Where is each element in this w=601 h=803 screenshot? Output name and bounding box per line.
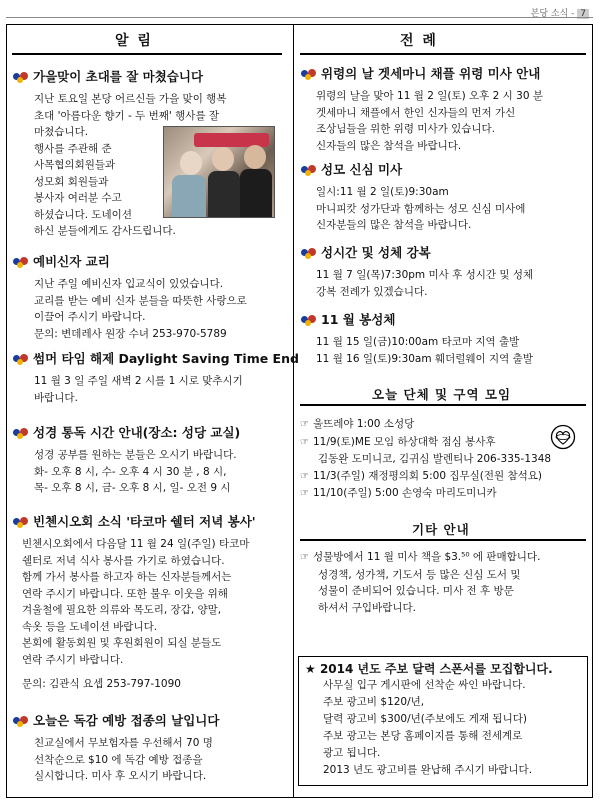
text-line: 목- 오후 8 시, 금- 오후 8 시, 일- 오전 9 시 [34,482,231,494]
text-line: 사목협의회원들과 [34,159,116,171]
text-line: 바랍니다. [34,391,78,404]
text-line: 봉사자 여러분 수고 [34,192,122,204]
text-line: 위령의 날을 맞아 11 월 2 일(토) 오후 2 시 30 분 [316,90,543,102]
text-line: 하셔서 구입바랍니다. [318,601,416,614]
group-item: ☞ 11/9(토)ME 모임 하상대학 점심 봉사후 [300,435,496,448]
group-item: 김동완 도미니코, 김귀심 발렌티나 206-335-1348 [318,453,552,465]
text-line: 광고 됩니다. [323,747,381,759]
event-photo [163,126,275,218]
left-title-rule [12,53,282,55]
text-line: 화- 오후 8 시, 수- 오후 4 시 30 분 , 8 시, [34,465,227,478]
text-line: 11 월 15 일(금)10:00am 타코마 지역 출발 [316,336,520,348]
text-line: 하셨습니다. 도네이션 [34,208,132,221]
text-line: 행사를 주관해 준 [34,142,112,155]
group-item: ☞ 울뜨레야 1:00 소성당 [300,418,415,430]
text-line: 연락 주시기 바랍니다. 또한 불우 이웃을 위해 [22,587,228,600]
section-all-souls-mass [300,66,543,154]
text-line: 성물이 준비되어 있습니다. 미사 전 후 방문 [318,585,514,597]
section-title: 예비신자 교리 [33,254,110,269]
section-title: 성모 신심 미사 [321,162,403,177]
other-notices [300,549,540,616]
text-line: 성경책, 성가책, 기도서 등 많은 신심 도서 및 [318,568,521,581]
text-line: 마니피캇 성가단과 함께하는 성모 신심 미사에 [316,202,526,215]
bullet-icon [12,256,30,268]
pointing-hand-icon: ☞ [300,470,309,482]
left-column-title: 알 림 [115,33,153,49]
spacer [22,668,256,676]
bullet-icon [12,427,30,439]
text-line: 문의: 김관식 요셉 253-797-1090 [22,678,181,690]
text-line: 교리를 받는 예비 신자 분들을 따뜻한 사랑으로 [34,294,247,307]
text-line: 2013 년도 광고비를 완납해 주시기 바랍니다. [323,764,533,776]
text-line: 주보 광고는 본당 홈페이지를 통해 전세계로 [323,730,523,742]
pointing-hand-icon: ☞ [300,436,309,448]
groups-rule [300,404,586,406]
column-divider [293,24,294,798]
bullet-icon [300,314,318,326]
text-line: 겨울철에 필요한 의류와 목도리, 장갑, 양말, [22,604,222,616]
section-title: 오늘은 독감 예방 접종의 날입니다 [33,713,220,728]
star-icon: ★ [305,662,316,676]
section-flu-shot [12,713,219,785]
other-title: 기타 안내 [412,522,470,537]
section-title: 성경 통독 시간 안내(장소: 성당 교실) [33,425,241,440]
text-line: 11 월 7 일(목)7:30pm 미사 후 성시간 및 성체 [316,269,534,281]
text-line: 11 월 3 일 주일 새벽 2 시를 1 시로 맞추시기 [34,375,243,387]
pointing-hand-icon: ☞ [300,552,309,563]
right-column-title: 전 례 [400,33,438,49]
text-line: 일시:11 월 2 일(토)9:30am [316,186,449,198]
text-line: 신자분들의 많은 참석을 바랍니다. [316,219,472,231]
text-line: 지난 주일 예비신자 입교식이 있었습니다. [34,278,224,290]
section-vincent [12,514,256,693]
pointing-hand-icon: ☞ [300,488,309,499]
section-daylight-saving [12,351,299,406]
bullet-icon [300,68,318,80]
sponsor-title: 2014 년도 주보 달력 스폰서를 모집합니다. [319,662,553,676]
text-line: 친교실에서 무보험자를 우선해서 70 명 [34,737,213,749]
bullet-icon [300,247,318,259]
text-line: 주보 광고비 $120/년, [323,696,425,708]
text-line: 마쳤습니다. [34,126,89,138]
text-line: 초대 '아름다운 향기 - 두 번째' 행사를 잘 [34,109,220,122]
bullet-icon [12,715,30,727]
section-catechumen [12,254,247,342]
groups-list [300,416,551,503]
section-title: 위령의 날 겟세마니 채플 위령 미사 안내 [321,66,541,81]
section-marian-mass [300,162,525,234]
text-line: 실시합니다. 미사 후 오시기 바랍니다. [34,770,207,782]
text-line: 빈첸시오회에서 다음달 11 월 24 일(주일) 타코마 [22,538,250,550]
text-line: 하신 분들에게도 감사드립니다. [34,225,176,237]
section-title: 11 월 봉성체 [321,312,396,327]
text-line: 속옷 등을 도네이션 바랍니다. [22,620,158,633]
text-line: 강복 전례가 있겠습니다. [316,285,428,298]
other-rule [300,539,586,541]
page-number: 7 [577,9,589,19]
text-line: 조상님들을 위한 위령 미사가 있습니다. [316,123,495,135]
text-line: 함께 가서 봉사를 하고자 하는 신자분들께서는 [22,571,232,583]
section-holy-hour [300,245,533,300]
text-line: ☞ 성물방에서 11 월 미사 책을 $3.⁵⁰ 에 판매합니다. [300,551,541,563]
section-title: 성시간 및 성체 강복 [321,245,431,260]
pointing-hand-icon: ☞ [300,419,309,430]
groups-title: 오늘 단체 및 구역 모임 [372,387,512,402]
section-title: 가을맞이 초대를 잘 마쳤습니다 [33,69,204,84]
page-label: 본당 소식 - 7 [531,6,589,19]
text-line: 신자들의 많은 참석을 바랍니다. [316,139,462,152]
section-bible-reading [12,425,240,497]
sponsor-notice-box [298,656,588,786]
text-line: 연락 주시기 바랍니다. [22,653,124,666]
text-line: 11 월 16 일(토)9:30am 훼더럴웨이 지역 출발 [316,352,533,365]
section-home-communion [300,312,533,367]
text-line: 달력 광고비 $300/년(주보에도 게재 됩니다) [323,713,527,725]
text-line: 선착순으로 $10 에 독감 예방 접종을 [34,753,203,766]
text-line: 성경 공부를 원하는 분들은 오시기 바랍니다. [34,449,237,461]
bullet-icon [12,71,30,83]
text-line: 쉘터로 저녁 식사 봉사를 가기로 하였습니다. [22,554,225,567]
text-line: 본회에 활동회원 및 후원회원이 되실 분들도 [22,637,222,649]
section-title: 썸머 타임 해제 Daylight Saving Time End [33,351,299,366]
right-title-rule [300,53,586,55]
group-item: ☞ 11/10(주일) 5:00 손영숙 마리도미니카 [300,487,497,499]
header-rule [6,17,593,18]
text-line: 겟세마니 채플에서 한인 신자들의 먼저 가신 [316,106,516,119]
text-line: 이끌어 주시기 바랍니다. [34,311,146,323]
text-line: 문의: 변데레사 원장 수녀 253-970-5789 [34,327,227,340]
section-title: 빈첸시오회 소식 '타코마 쉘터 저녁 봉사' [33,514,256,529]
bullet-icon [12,353,30,365]
marriage-encounter-heart-icon [550,424,576,450]
text-line: 지난 토요일 본당 어르신들 가을 맞이 행복 [34,93,227,105]
bullet-icon [300,164,318,176]
bullet-icon [12,516,30,528]
group-item: ☞ 11/3(주일) 재정평의회 5:00 집무실(전원 참석요) [300,469,543,482]
text-line: 사무실 입구 게시판에 선착순 싸인 바랍니다. [323,679,526,691]
text-line: 성모회 회원들과 [34,175,109,188]
